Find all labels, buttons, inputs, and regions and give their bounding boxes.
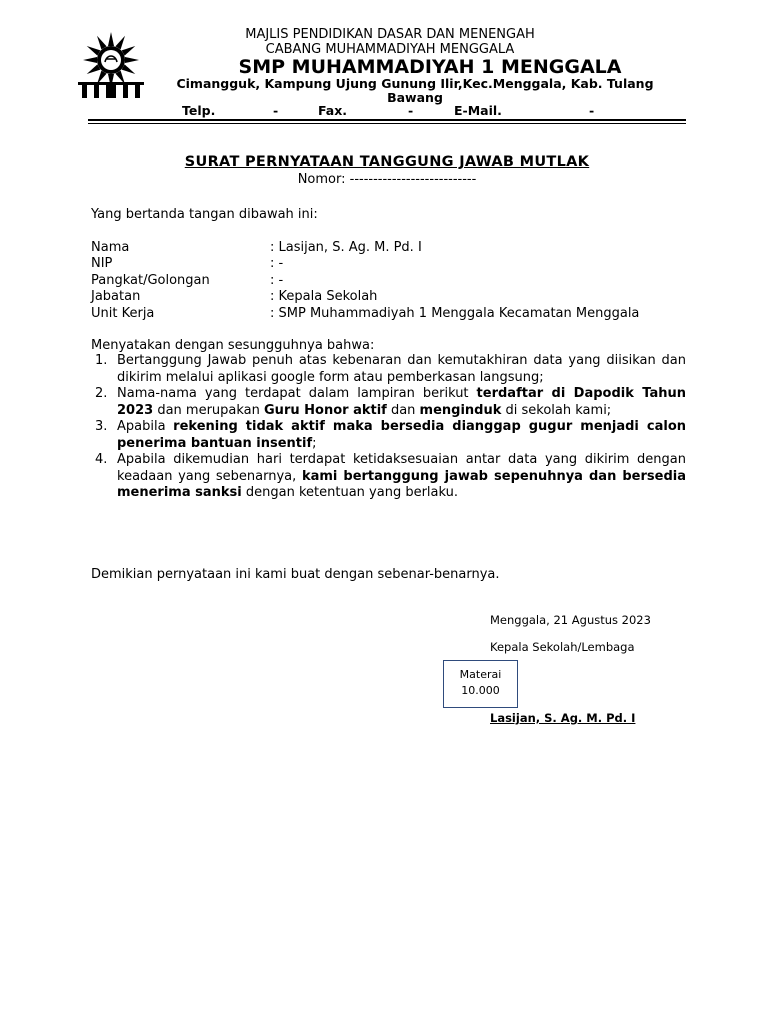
identity-value-unit-kerja: : SMP Muhammadiyah 1 Menggala Kecamatan Menggala: [270, 306, 640, 321]
list-item-text: Apabila: [117, 419, 174, 434]
materai-label: Materai: [459, 668, 502, 681]
list-item-text: Bertanggung Jawab penuh atas kebenaran dan kemutakhiran data yang diisikan dan dikirim melalui aplikasi google form atau pemberkasan langsung;: [117, 353, 686, 385]
signature-name: Lasijan, S. Ag. M. Pd. I: [490, 711, 636, 725]
muhammadiyah-sun-logo-icon: [76, 30, 146, 100]
list-item: [91, 353, 686, 386]
signature-position: Kepala Sekolah/Lembaga: [490, 640, 635, 654]
list-item-emphasis: rekening tidak aktif maka bersedia dianggap gugur menjadi calon penerima bantuan insentif: [117, 419, 687, 451]
list-item-text: dengan ketentuan yang berlaku.: [241, 485, 459, 500]
list-item-number: 1.: [95, 353, 108, 368]
list-item: [91, 452, 686, 502]
list-item-number: 3.: [95, 419, 108, 434]
header-divider-thick: [88, 119, 686, 121]
document-number: Nomor: ---------------------------: [297, 172, 477, 187]
identity-value-nip: : -: [270, 256, 284, 271]
document-title: SURAT PERNYATAAN TANGGUNG JAWAB MUTLAK: [184, 154, 590, 170]
closing-text: Demikian pernyataan ini kami buat dengan sebenar-benarnya.: [91, 567, 500, 582]
header-address-line1: Cimangguk, Kampung Ujung Gunung Ilir,Kec.Menggala, Kab. Tulang: [176, 76, 654, 91]
signature-place-date: Menggala, 21 Agustus 2023: [490, 613, 651, 627]
identity-label-nama: Nama: [91, 240, 130, 255]
header-fax-label: Fax.: [318, 103, 348, 118]
header-fax-value: -: [408, 103, 414, 118]
identity-label-unit-kerja: Unit Kerja: [91, 306, 155, 321]
header-email-value: -: [589, 103, 595, 118]
identity-label-jabatan: Jabatan: [91, 289, 141, 304]
identity-value-pangkat: : -: [270, 273, 284, 288]
header-email-label: E-Mail.: [454, 103, 502, 118]
statement-intro: Menyatakan dengan sesungguhnya bahwa:: [91, 338, 375, 353]
identity-label-nip: NIP: [91, 256, 113, 271]
statement-list: [91, 353, 686, 502]
header-divider-thin: [88, 123, 686, 124]
list-item-number: 2.: [95, 386, 108, 401]
list-item-text: Apabila dikemudian hari terdapat ketidaksesuaian antar data yang dikirim dengan keadaan yang sebenarnya,: [117, 452, 686, 484]
list-item-text: di sekolah kami;: [501, 402, 612, 418]
header-telp-label: Telp.: [182, 103, 216, 118]
list-item-emphasis: menginduk: [419, 402, 502, 418]
list-item-emphasis: Guru Honor aktif: [264, 402, 387, 418]
identity-label-pangkat: Pangkat/Golongan: [91, 273, 210, 288]
header-address-line2: Bawang: [387, 90, 443, 105]
header-organization-line1: MAJLIS PENDIDIKAN DASAR DAN MENENGAH: [245, 27, 535, 42]
list-item: [91, 419, 686, 452]
identity-value-nama: : Lasijan, S. Ag. M. Pd. I: [270, 240, 422, 255]
list-item-emphasis: terdaftar di Dapodik Tahun 2023: [117, 386, 687, 418]
list-item-text: dan merupakan: [153, 402, 265, 418]
header-telp-value: -: [273, 103, 279, 118]
materai-stamp-box: [443, 660, 518, 708]
list-item: [91, 386, 686, 419]
identity-value-jabatan: : Kepala Sekolah: [270, 289, 378, 304]
list-item-text: Nama-nama yang terdapat dalam lampiran berikut: [117, 386, 477, 401]
materai-value: 10.000: [461, 684, 500, 697]
list-item-text: ;: [312, 435, 317, 451]
header-address: [145, 77, 685, 105]
intro-text: Yang bertanda tangan dibawah ini:: [91, 207, 318, 222]
header-school-name: SMP MUHAMMADIYAH 1 MENGGALA: [238, 56, 622, 78]
list-item-emphasis: kami bertanggung jawab sepenuhnya dan bersedia menerima sanksi: [117, 468, 687, 500]
list-item-text: dan: [386, 402, 420, 418]
header-organization-line2: CABANG MUHAMMADIYAH MENGGALA: [265, 42, 515, 57]
list-item-number: 4.: [95, 452, 108, 467]
